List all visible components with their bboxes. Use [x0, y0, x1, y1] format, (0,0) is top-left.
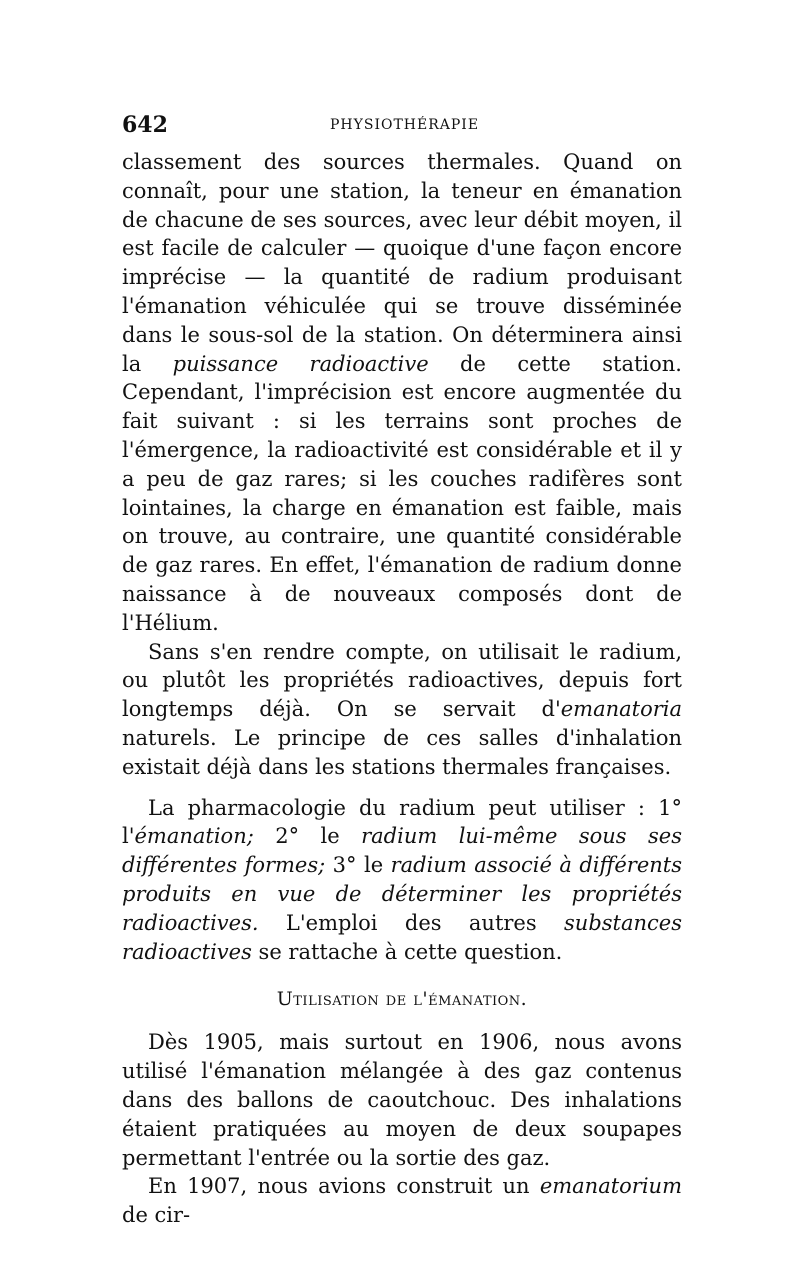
paragraph-utilisation: Dès 1905, mais surtout en 1906, nous avons utilisé l'émanation mélangée à des gaz contenus dans des ballons de caoutchouc. Des inhalations étaient pratiquées au moyen de deux soupapes permettant l'entrée ou la sortie des gaz.	[122, 1030, 682, 1170]
italic-term: emanatoria	[560, 697, 682, 722]
italic-term: radium associé à différents produits en vue de déterminer les propriétés radioactives.	[122, 853, 682, 935]
page-body	[122, 148, 682, 1230]
text-run: 2° le	[253, 824, 362, 849]
text-run: de cette station. Cependant, l'imprécision est encore augmentée du fait suivant : si les terrains sont proches de l'émergence, la radioactivité est considérable et il y a peu de gaz rares; si les couches radifères sont lointaines, la charge en émanation est faible, mais on trouve, au contraire, une quantité considérable de gaz rares. En effet, l'émanation de radium donne naissance à de nouveaux composés dont de l'Hélium.	[122, 351, 682, 635]
text-run: 3° le	[325, 853, 391, 878]
text-run: L'emploi des autres	[258, 910, 565, 935]
section-heading: Utilisation de l'émanation.	[276, 988, 528, 1011]
running-head: PHYSIOTHÉRAPIE	[330, 117, 480, 133]
text-run: classement des sources thermales. Quand on connaît, pour une station, la teneur en émanation de chacune de ses sources, avec leur débit moyen, il est facile de calculer — quoique d'une façon encore imprécise — la quantité de radium produisant l'émanation véhiculée qui se trouve disséminée dans le sous-sol de la station. On déterminera ainsi la	[122, 150, 682, 376]
text-run: La pharmacologie du radium peut utiliser : 1° l'	[122, 795, 682, 849]
text-run: se rattache à cette question.	[251, 939, 563, 964]
page-header	[122, 112, 682, 142]
text-run: de cir-	[122, 1203, 191, 1228]
paragraph-emanatorium	[122, 1172, 682, 1230]
text-run: naturels. Le principe de ces salles d'inhalation existait déjà dans les stations thermales françaises.	[122, 725, 682, 779]
paragraph-emanatoria	[122, 638, 682, 782]
page-number: 642	[122, 112, 168, 138]
italic-term: substances radioactives	[122, 910, 682, 964]
paragraph-pharmacologie	[122, 794, 682, 967]
italic-term: puissance radioactive	[172, 351, 429, 376]
italic-term: radium lui-même sous ses différentes formes;	[122, 824, 682, 878]
italic-term: emanatorium	[539, 1174, 682, 1199]
text-run: En 1907, nous avions construit un	[148, 1174, 540, 1199]
text-run: Sans s'en rendre compte, on utilisait le radium, ou plutôt les propriétés radioactives, depuis fort longtemps déjà. On se servait d'	[122, 639, 682, 722]
paragraph-sources-thermales	[122, 148, 682, 638]
italic-term: émanation;	[134, 824, 254, 849]
